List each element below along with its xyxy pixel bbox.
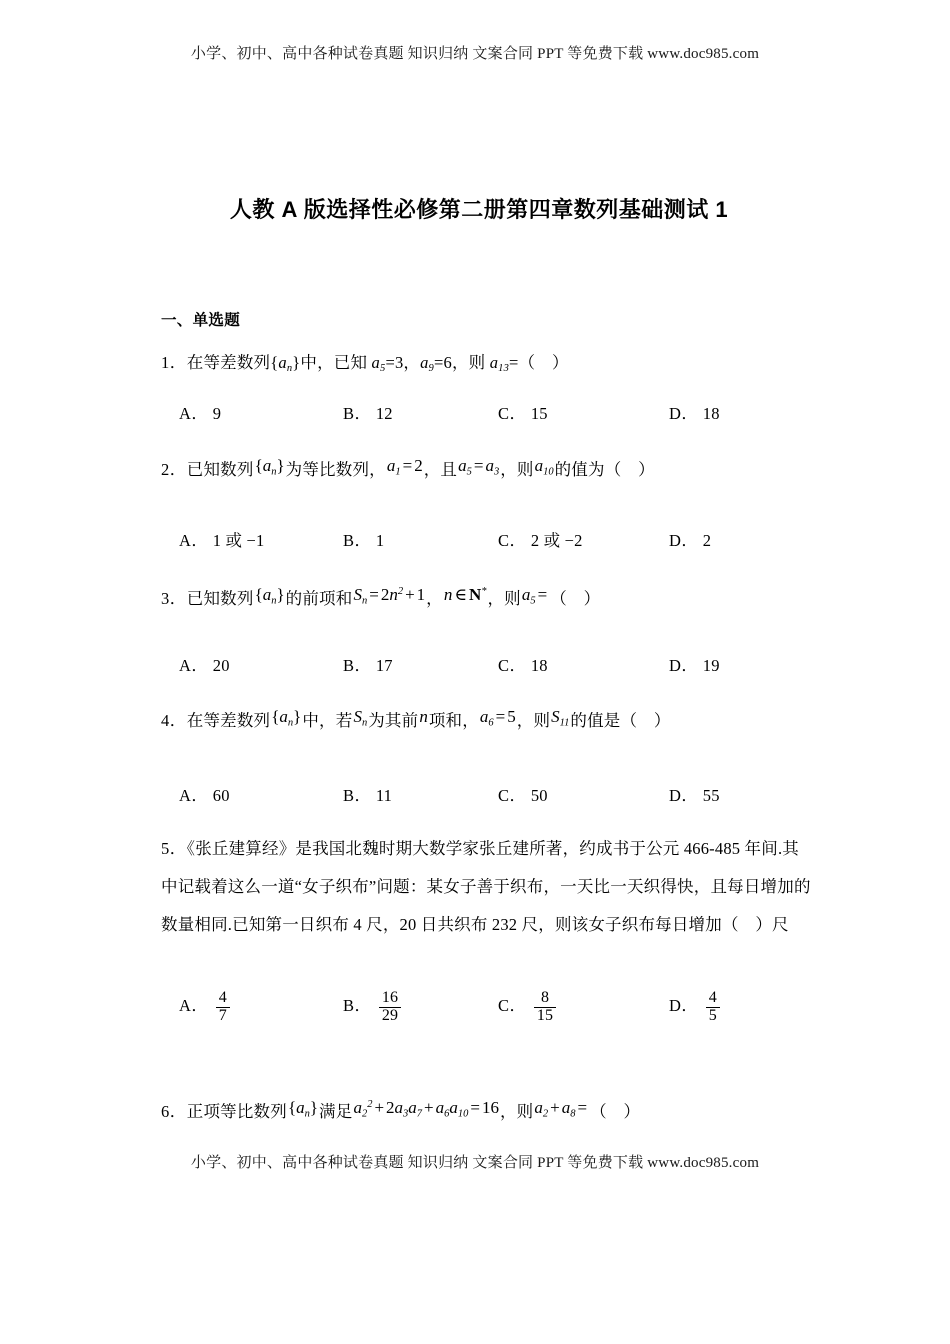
option-2-c[interactable]: C． 2 或 −2 [498, 531, 583, 550]
question-3-text-4: ，则 [487, 588, 521, 608]
question-6-number: 6． [161, 1101, 187, 1121]
option-5-d[interactable]: D． $\frac{4}{5}$ [669, 990, 723, 1024]
question-2-text-3: ，且 [423, 460, 458, 479]
option-3-d[interactable]: D． 19 [669, 656, 720, 675]
fraction-5-b: $\frac{16}{29}$ [376, 990, 404, 1024]
question-2-text-1: 已知数列 [186, 460, 254, 479]
question-4-text-4: 项和， [428, 711, 479, 730]
question-5-number: 5． [161, 839, 187, 858]
option-2-d[interactable]: D． 2 [669, 531, 712, 550]
math-q3-sn: $S_n = 2n^2 + 1$ [353, 584, 426, 607]
option-3-a[interactable]: A． 20 [179, 656, 230, 675]
question-2-text-5: 的值为（ ） [554, 460, 655, 479]
question-2-stem [161, 456, 655, 487]
question-3-number: 3． [161, 588, 187, 608]
question-4-text-2: 中，若 [302, 711, 353, 730]
math-q4-sn: $S_n$ [353, 707, 368, 729]
option-1-a[interactable]: A． 9 [179, 404, 222, 423]
question-4-text-3: 为其前 [368, 711, 419, 730]
question-6-text-4: （ ） [590, 1101, 641, 1121]
math-seq-an-q6: $\{a_n\}$ [287, 1097, 319, 1120]
page-title: 人教 A 版选择性必修第二册第四章数列基础测试 1 [229, 197, 729, 222]
math-q4-n: n [419, 707, 428, 726]
math-q3-n-in-N: n ∈ N* [443, 584, 487, 604]
question-3-text-1: 已知数列 [186, 588, 254, 608]
option-1-b[interactable]: B． 12 [343, 404, 393, 423]
option-4-c[interactable]: C． 50 [498, 786, 548, 805]
question-6-text-3: ，则 [499, 1101, 534, 1121]
option-4-d[interactable]: D． 55 [669, 786, 720, 805]
option-2-a[interactable]: A． 1 或 −1 [179, 531, 265, 550]
question-3-text-3: ， [426, 588, 443, 608]
question-4-text-5: ，则 [516, 711, 551, 730]
question-4-text-6: 的值是（ ） [570, 711, 671, 730]
math-q4-a6: $a_6 = 5$ [479, 707, 516, 729]
math-q3-a5: $a_5$ = [521, 584, 548, 607]
math-seq-an-q2: $\{a_n\}$ [254, 456, 285, 478]
question-3-stem [161, 585, 600, 616]
math-q2-a10: $a_{10}$ [534, 456, 554, 478]
question-3-text-2: 的前项和 [285, 588, 353, 608]
math-q4-s11: $S_{11}$ [551, 707, 570, 729]
option-3-c[interactable]: C． 18 [498, 656, 548, 675]
math-q6-sum: $a_2 + a_8$ = [534, 1097, 588, 1120]
question-4-text-1: 在等差数列 [186, 711, 271, 730]
math-q2-a1: $a_1 = 2$ [386, 456, 423, 478]
math-seq-an-q3: $\{a_n\}$ [254, 584, 285, 607]
question-1-number: 1． [161, 353, 187, 372]
running-header: 小学、初中、高中各种试卷真题 知识归纳 文案合同 PPT 等免费下载 www.doc985.com [190, 46, 760, 62]
math-q6-equation: $a_2^2 + 2a_3a_7 + a_6a_{10} = 16$ [353, 1097, 499, 1120]
question-5-text: 《张丘建算经》是我国北魏时期大数学家张丘建所著，约成书于公元 466-485 年间.其中记载着这么一道“女子织布”问题：某女子善于织布，一天比一天织得快，且每日增加的数量相同.已知第一日织布 4 尺，20 日共织布 232 尺，则该女子织布每日增加（ ）尺 [161, 839, 811, 934]
question-2-number: 2． [161, 460, 187, 479]
option-4-a[interactable]: A． 60 [179, 786, 230, 805]
option-4-b[interactable]: B． 11 [343, 786, 393, 805]
question-4-number: 4． [161, 711, 187, 730]
fraction-5-a: $\frac{4}{7}$ [213, 990, 233, 1024]
option-2-b[interactable]: B． 1 [343, 531, 385, 550]
math-seq-an-q4: $\{a_n\}$ [271, 707, 302, 729]
fraction-5-c: $\frac{8}{15}$ [531, 990, 559, 1024]
section-heading: 一、单选题 [161, 312, 241, 329]
option-1-d[interactable]: D． 18 [669, 404, 720, 423]
fraction-5-d: $\frac{4}{5}$ [703, 990, 723, 1024]
question-2-text-2: 为等比数列， [285, 460, 386, 479]
question-5-stem [161, 830, 815, 944]
question-6-text-1: 正项等比数列 [186, 1101, 287, 1121]
option-5-b[interactable]: B． $\frac{16}{29}$ [343, 990, 404, 1024]
option-5-a[interactable]: A． $\frac{4}{7}$ [179, 990, 233, 1024]
question-6-text-2: 满足 [319, 1101, 353, 1121]
question-1-text: 在等差数列$\{a_n\}$中，已知 $a_5=3$，$a_9=6$，则 $a_{13}=$（ ） [186, 353, 569, 375]
question-3-text-5: （ ） [550, 588, 601, 608]
question-4-stem [161, 707, 671, 738]
math-q2-a5a3: $a_5 = a_3$ [458, 456, 500, 478]
question-6-stem [161, 1098, 640, 1129]
question-1-stem [161, 352, 569, 380]
option-5-c[interactable]: C． $\frac{8}{15}$ [498, 990, 559, 1024]
option-1-c[interactable]: C． 15 [498, 404, 548, 423]
running-footer: 小学、初中、高中各种试卷真题 知识归纳 文案合同 PPT 等免费下载 www.doc985.com [190, 1155, 760, 1171]
question-2-text-4: ，则 [500, 460, 534, 479]
option-3-b[interactable]: B． 17 [343, 656, 393, 675]
